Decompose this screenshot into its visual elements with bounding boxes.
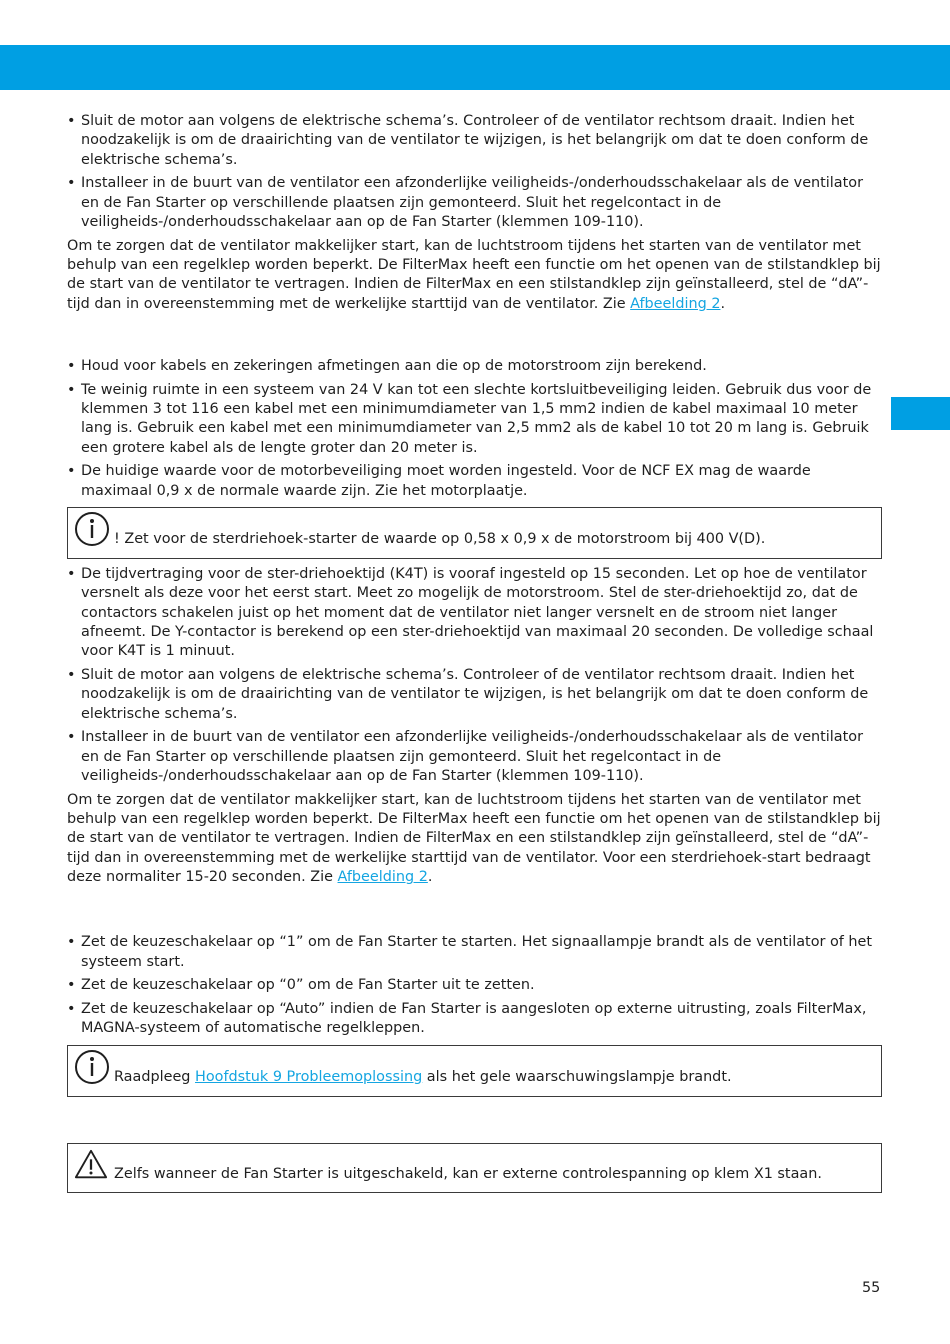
figure-link[interactable]: Afbeelding 2 (337, 869, 428, 885)
bullet-list-2 (67, 357, 882, 501)
list-item: • Zet de keuzeschakelaar op “1” om de Fan Starter te starten. Het signaallampje brandt als de ventilator of het systeem start. (67, 933, 882, 972)
list-item: • Installeer in de buurt van de ventilator een afzonderlijke veiligheids-/onderhoudsschakelaar als de ventilator en de Fan Starter op verschillende plaatsen zijn gemonteerd. Sluit het regelcontact in de veiligheids-/onderhoudsschakelaar aan op de Fan Starter (klemmen 109-110). (67, 728, 882, 786)
info-icon (74, 511, 110, 547)
warning-text: Zelfs wanneer de Fan Starter is uitgeschakeld, kan er externe controlespanning op klem X1 staan. (114, 1166, 822, 1183)
info-notice (67, 507, 882, 559)
bullet-list-1 (67, 112, 882, 232)
bullet-list-4 (67, 933, 882, 1038)
notice-text: ! Zet voor de sterdriehoek-starter de waarde op 0,58 x 0,9 x de motorstroom bij 400 V(D). (114, 531, 766, 548)
warning-triangle-icon (74, 1148, 108, 1182)
chapter-link[interactable]: Hoofdstuk 9 Probleemoplossing (195, 1069, 423, 1086)
list-item: • Sluit de motor aan volgens de elektrische schema’s. Controleer of de ventilator rechtsom draait. Indien het noodzakelijk is om de draairichting van de ventilator te wijzigen, is het belangrijk om dat te doen conform de elektrische schema’s. (67, 666, 882, 724)
list-item: • De tijdvertraging voor de ster-driehoektijd (K4T) is vooraf ingesteld op 15 seconden. Let op hoe de ventilator versnelt als deze voor het eerst start. Meet zo mogelijk de motorstroom. Stel de ster-driehoektijd zo, dat de contactors schakelen juist op het moment dat de ventilator niet langer versnelt en de stroom niet langer afneemt. De Y-contactor is berekend op een ster-driehoektijd van maximaal 20 seconden. De volledige schaal voor K4T is 1 minuut. (67, 565, 882, 661)
warning-notice (67, 1143, 882, 1193)
info-icon (74, 1049, 110, 1085)
header-band (0, 45, 950, 90)
page-number: 55 (862, 1280, 881, 1296)
list-item: • Zet de keuzeschakelaar op “Auto” indien de Fan Starter is aangesloten op externe uitrusting, zoals FilterMax, MAGNA-systeem of automatische regelkleppen. (67, 1000, 882, 1039)
list-item: • Zet de keuzeschakelaar op “0” om de Fan Starter uit te zetten. (67, 976, 882, 995)
info-notice (67, 1045, 882, 1097)
bullet-list-3 (67, 565, 882, 786)
list-item: • De huidige waarde voor de motorbeveiliging moet worden ingesteld. Voor de NCF EX mag de waarde maximaal 0,9 x de normale waarde zijn. Zie het motorplaatje. (67, 462, 882, 501)
list-item: • Te weinig ruimte in een systeem van 24 V kan tot een slechte kortsluitbeveiliging leiden. Gebruik dus voor de klemmen 3 tot 116 een kabel met een minimumdiameter van 1,5 mm2 indien de kabel maximaal 10 meter lang is. Gebruik een kabel met een minimumdiameter van 2,5 mm2 als de kabel 10 tot 20 m lang is. Gebruik een grotere kabel als de lengte groter dan 20 meter is. (67, 381, 882, 458)
paragraph: Om te zorgen dat de ventilator makkelijker start, kan de luchtstroom tijdens het starten van de ventilator met behulp van een regelklep worden beperkt. De FilterMax heeft een functie om het openen van de stilstandklep bij de start van de ventilator te vertragen. Indien de FilterMax en een stilstandklep zijn geïnstalleerd, stel de “dA”-tijd dan in overeenstemming met de werkelijke starttijd van de ventilator. Voor een sterdriehoek-start bedraagt deze normaliter 15-20 seconden. Zie Afbeelding 2. (67, 791, 881, 885)
chapter-tab (891, 397, 950, 430)
notice-text: Raadpleeg Hoofdstuk 9 Probleemoplossing als het gele waarschuwingslampje brandt. (114, 1069, 732, 1086)
list-item: • Houd voor kabels en zekeringen afmetingen aan die op de motorstroom zijn berekend. (67, 357, 882, 376)
figure-link[interactable]: Afbeelding 2 (630, 295, 721, 312)
list-item: • Sluit de motor aan volgens de elektrische schema’s. Controleer of de ventilator rechtsom draait. Indien het noodzakelijk is om de draairichting van de ventilator te wijzigen, is het belangrijk om dat te doen conform de elektrische schema’s. (67, 112, 882, 170)
list-item: • Installeer in de buurt van de ventilator een afzonderlijke veiligheids-/onderhoudsschakelaar als de ventilator en de Fan Starter op verschillende plaatsen zijn gemonteerd. Sluit het regelcontact in de veiligheids-/onderhoudsschakelaar aan op de Fan Starter (klemmen 109-110). (67, 174, 882, 232)
paragraph: Om te zorgen dat de ventilator makkelijker start, kan de luchtstroom tijdens het starten van de ventilator met behulp van een regelklep worden beperkt. De FilterMax heeft een functie om het openen van de stilstandklep bij de start van de ventilator te vertragen. Indien de FilterMax en een stilstandklep zijn geïnstalleerd, stel de “dA”-tijd dan in overeenstemming met de werkelijke starttijd van de ventilator. Zie Afbeelding 2. (67, 237, 881, 312)
page-content (67, 112, 882, 1193)
